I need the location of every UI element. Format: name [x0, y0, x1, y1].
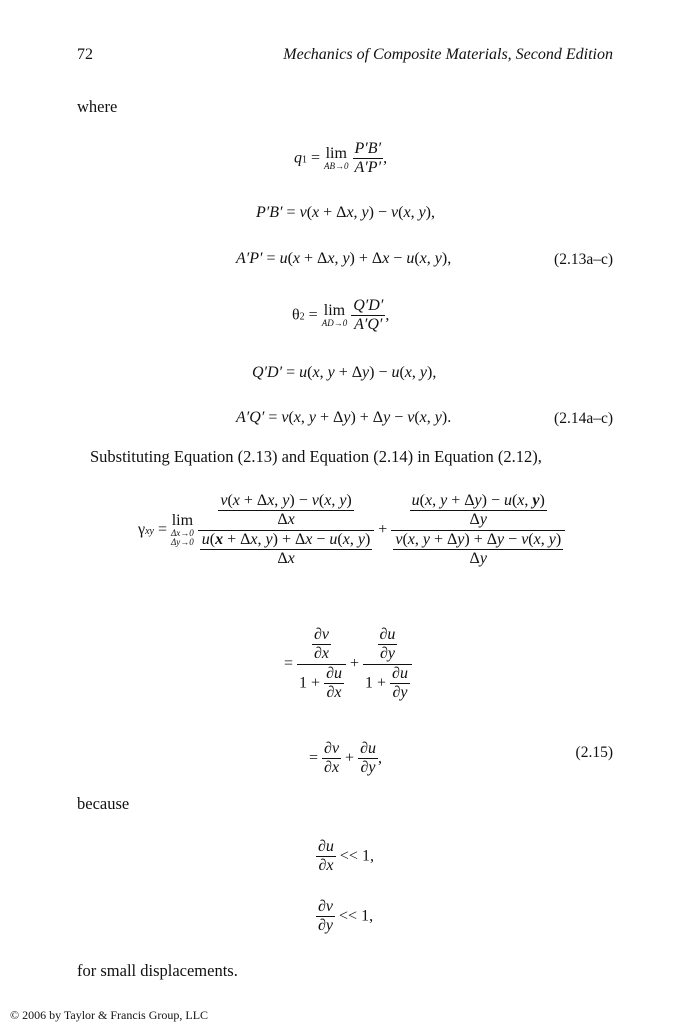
- running-title: Mechanics of Composite Materials, Second Edition: [283, 46, 613, 63]
- condition-du-dx: $\frac{\partial u}{\partial x}$ << 1,: [318, 838, 374, 875]
- equation-pb: P′B′ = v(x + Δx, y) − v(x, y),: [256, 204, 435, 221]
- condition-dv-dy: $\frac{\partial v}{\partial y}$ << 1,: [318, 898, 374, 935]
- equation-aq: A′Q′ = v(x, y + Δy) + Δy − v(x, y).: [236, 409, 452, 426]
- equation-q1: q1 = lim AB→0 $\frac{P'B'}{A'P'}$ ,: [294, 140, 388, 177]
- equation-ap: A′P′ = u(x + Δx, y) + Δx − u(x, y),: [236, 250, 452, 267]
- equation-gamma-xy: γxy = lim Δx→0 Δy→0 $\frac{\frac{v(x + \Delta x, y) - v(x, y)}{\Delta x}}{\frac{u(x + \Delta x, y) + \Delta x - u(x, y)}{\Delta x}}$ + $\frac{\frac{u(x, y + \Delta y) - u(x, y)}{\Delta y}}{\frac{v(x, y + \Delta y) + \Delta y - v(x, y)}{\Delta y}}$: [138, 492, 565, 569]
- equation-number-2-15: (2.15): [575, 744, 613, 761]
- equation-qd: Q′D′ = u(x, y + Δy) − u(x, y),: [252, 364, 437, 381]
- equation-gamma-step2: = $\frac{\partial v}{\partial x}$ 1 + $\frac{\partial u}{\partial x}$ + $\frac{\partial u}{\partial y}$ 1 + $\frac{\partial u}{\partial y}$: [284, 626, 412, 703]
- paragraph-small-displacements: for small displacements.: [77, 961, 238, 980]
- equation-theta2: θ2 = lim AD→0 $\frac{Q'D'}{A'Q'}$ ,: [292, 297, 390, 334]
- paragraph-where: where: [77, 97, 118, 116]
- paragraph-because: because: [77, 794, 130, 813]
- equation-gamma-result: = $\frac{\partial v}{\partial x}$ + $\frac{\partial u}{\partial y}$ ,: [309, 740, 382, 777]
- paragraph-substituting: Substituting Equation (2.13) and Equation (2.14) in Equation (2.12),: [90, 447, 542, 466]
- page-number: 72: [77, 46, 93, 63]
- equation-number-2-13: (2.13a–c): [554, 251, 613, 268]
- copyright-footer: © 2006 by Taylor & Francis Group, LLC: [10, 1008, 209, 1022]
- equation-number-2-14: (2.14a–c): [554, 410, 613, 427]
